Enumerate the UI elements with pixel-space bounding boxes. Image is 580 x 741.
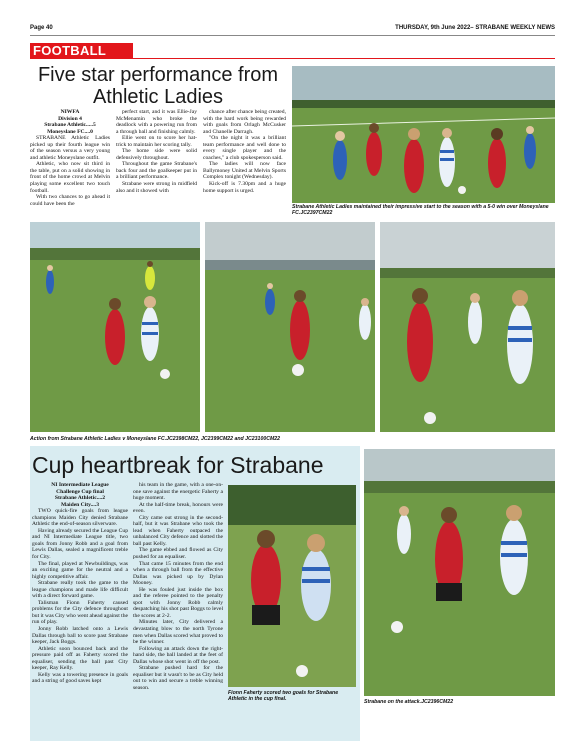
result-line: Maiden City....3	[60, 501, 100, 508]
result-line: Strabane Athletic.....5	[44, 122, 96, 129]
paragraph: Strabane were strong in midfield also and it showed with	[116, 181, 197, 194]
paragraph: Following an attack down the right-hand side, the ball landed at the feet of Dallas whose shot went in off the post.	[133, 645, 223, 665]
strabane-attack-photo	[364, 449, 555, 696]
action-photo-right	[380, 222, 555, 432]
section-label: FOOTBALL	[30, 43, 133, 59]
result-line: NIWFA	[60, 109, 80, 115]
main-photo-caption: Strabane Athletic Ladies maintained their impressive start to the season with a 5-0 win over Moneyslane FC.JC2397CM22	[292, 204, 549, 217]
date-and-paper: THURSDAY, 9th June 2022– STRABANE WEEKLY NEWS	[395, 25, 555, 31]
result-line: Moneyslane FC....0	[47, 128, 93, 135]
paragraph: The ladies will now face Ballymoney United at Melvin Sports Complex tonight (Wednesday).	[203, 161, 286, 181]
headline-story1: Five star performance from Athletic Ladies	[37, 64, 279, 108]
paragraph: chance after chance being created, with the hard work being rewarded with goals from Orlagh McCusker and Chanelle Darragh.	[203, 109, 286, 135]
story1-column-2	[116, 109, 197, 194]
result-line: Challenge Cup final	[56, 488, 104, 495]
paragraph: The home side were solid defensively throughout.	[116, 148, 197, 161]
paragraph: Jonny Robb latched onto a Lewis Dallas through ball to score past Strabane keeper, Jack Boggs.	[32, 626, 128, 646]
paragraph: STRABANE Athletic Ladies picked up their fourth league win of the season versus a very young and athletic Moneyslane outfit.	[30, 135, 110, 161]
headline-story2: Cup heartbreak for Strabane	[32, 452, 324, 478]
paragraph: City came out strong in the second-half, but it was Strabane who took the lead when Faherty outpaced the unbalanced City defence and slotted the ball past Kelly.	[133, 514, 223, 547]
faherty-photo	[228, 485, 356, 687]
result-line: NI Intermediate League	[51, 482, 109, 488]
faherty-photo-caption: Fionn Faherty scored two goals for Strabane Athletic in the cup final.	[228, 690, 339, 703]
paragraph: Strabane really took the game to the league champions and made life difficult with a direct forward game.	[32, 580, 128, 600]
paragraph: Athletic soon bounced back and the pressure paid off as Faherty scored the equaliser, sending the ball past City keeper, Ray Kelly.	[32, 645, 128, 672]
paragraph: The final, played at Newbuildings, was an exciting game for the neutral and a highly competitive affair.	[32, 560, 128, 580]
paragraph: He was fouled just inside the box and the referee pointed to the penalty spot with Jonny Robb calmly despatching his shot past Boggs to level the scores at 2-2.	[133, 586, 223, 619]
paragraph: That came 15 minutes from the end when a through ball from the effective Dallas was picked up by Dylan Mooney.	[133, 560, 223, 587]
paragraph: With two chances to go ahead it could have been the	[30, 194, 110, 207]
main-photo	[292, 66, 555, 203]
header-rule	[30, 35, 555, 36]
result-line: Division 4	[58, 115, 82, 122]
result-line: Strabane Athletic....2	[54, 495, 106, 502]
paragraph: Athletic, who now sit third in the table, put on a solid showing in front of the home crowd at Melvin playing some excellent two touch football.	[30, 161, 110, 194]
story1-column-3	[203, 109, 286, 194]
action-row-caption: Action from Strabane Athletic Ladies v Moneyslane FC.JC2398CM22, JC2399CM22 and JC23100CM22	[30, 436, 281, 442]
paragraph: At the half-time break, honours were even.	[133, 501, 223, 515]
paragraph: Having already secured the League Cup and NI Intermediate League title, two goals from Jonny Robb and a goal from Lewis Dallas, sealed a magnificent treble for City.	[32, 527, 128, 561]
paragraph: perfect start, and it was Ellie-Jay McMenamin who broke the deadlock with a powering run from a through ball and finishing calmly.	[116, 109, 197, 135]
paragraph: Talisman Fionn Faherty caused problems for the City defence throughout but it was City who went ahead against the run of play.	[32, 599, 129, 626]
paragraph: "On the night it was a brilliant team performance and well done to every single player and the coaches," a club spokesperson said.	[203, 135, 286, 161]
paragraph: Kelly was a towering presence in goals and a string of good saves kept	[32, 671, 128, 685]
story2-column-2	[133, 482, 223, 692]
page-number: Page 40	[30, 25, 53, 31]
strabane-attack-caption: Strabane on the attack.JC2396CM22	[364, 699, 454, 705]
action-photo-left	[30, 222, 200, 432]
paragraph: his team in the game, with a one-on-one save against the energetic Faherty a huge moment.	[133, 482, 223, 502]
paragraph: Ellie went on to score her hat-trick to maintain her scoring tally.	[116, 135, 197, 148]
paragraph: TWO quick-fire goals from league champions Maiden City denied Strabane Athletic the end-of-season silverware.	[32, 508, 128, 528]
story2-column-1	[32, 482, 128, 685]
paragraph: Minutes later, City delivered a devastating blow to the north Tyrone men when Dallas scored what proved to be the winner.	[133, 619, 223, 646]
paragraph: Throughout the game Strabane's back four and the goalkeeper put in a brilliant performance.	[116, 161, 197, 181]
paragraph: The game ebbed and flowed as City pushed for an equaliser.	[133, 547, 223, 561]
paragraph: Kick-off is 7.30pm and a huge home support is urged.	[203, 181, 286, 194]
paragraph: Strabane pushed hard for the equaliser but it wasn't to be as City held out to win and secure a treble winning season.	[133, 665, 223, 691]
page-header	[30, 25, 555, 35]
section-rule	[133, 58, 555, 59]
story1-column-1	[30, 109, 110, 207]
action-photo-middle	[205, 222, 375, 432]
